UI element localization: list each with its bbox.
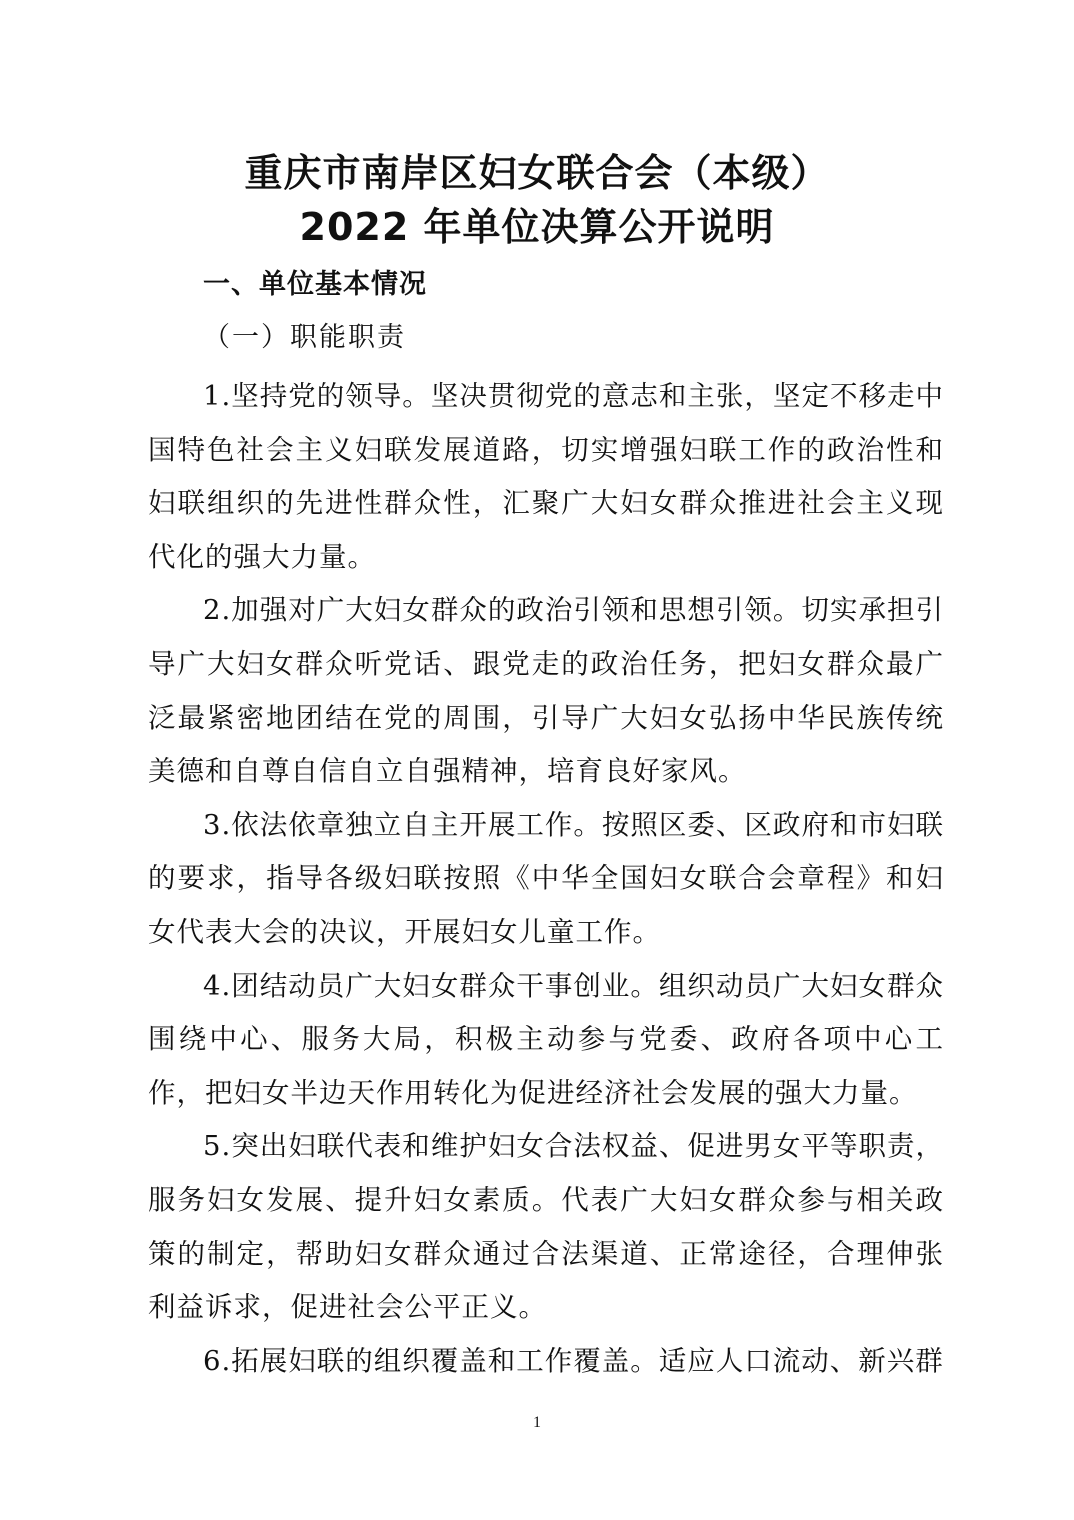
page-number: 1 <box>533 1414 541 1431</box>
document-title-line-2: 2022 年单位决算公开说明 <box>299 205 775 249</box>
paragraph-3: 3.依法依章独立自主开展工作。按照区委、区政府和市妇联的要求，指导各级妇联按照《中华全国妇女联合会章程》和妇女代表大会的决议，开展妇女儿童工作。 <box>148 808 944 948</box>
paragraph-4: 4.团结动员广大妇女群众干事创业。组织动员广大妇女群众围绕中心、服务大局，积极主动参与党委、政府各项中心工作，把妇女半边天作用转化为促进经济社会发展的强大力量。 <box>148 969 944 1109</box>
paragraph-1: 1.坚持党的领导。坚决贯彻党的意志和主张，坚定不移走中国特色社会主义妇联发展道路，切实增强妇联工作的政治性和妇联组织的先进性群众性，汇聚广大妇女群众推进社会主义现代化的强大力量。 <box>148 380 944 573</box>
sub-heading: （一）职能职责 <box>203 322 406 353</box>
paragraph-2: 2.加强对广大妇女群众的政治引领和思想引领。切实承担引导广大妇女群众听党话、跟党走的政治任务，把妇女群众最广泛最紧密地团结在党的周围，引导广大妇女弘扬中华民族传统美德和自尊自信自立自强精神，培育良好家风。 <box>148 594 944 788</box>
body-text <box>148 370 944 1388</box>
section-heading: 一、单位基本情况 <box>203 269 427 300</box>
document-title-line-1: 重庆市南岸区妇女联合会（本级） <box>244 151 830 195</box>
paragraph-6: 6.拓展妇联的组织覆盖和工作覆盖。适应人口流动、新兴群 <box>203 1344 944 1377</box>
paragraph-5: 5.突出妇联代表和维护妇女合法权益、促进男女平等职责，服务妇女发展、提升妇女素质。代表广大妇女群众参与相关政策的制定，帮助妇女群众通过合法渠道、正常途径，合理伸张利益诉求，促进社会公平正义。 <box>148 1130 944 1324</box>
